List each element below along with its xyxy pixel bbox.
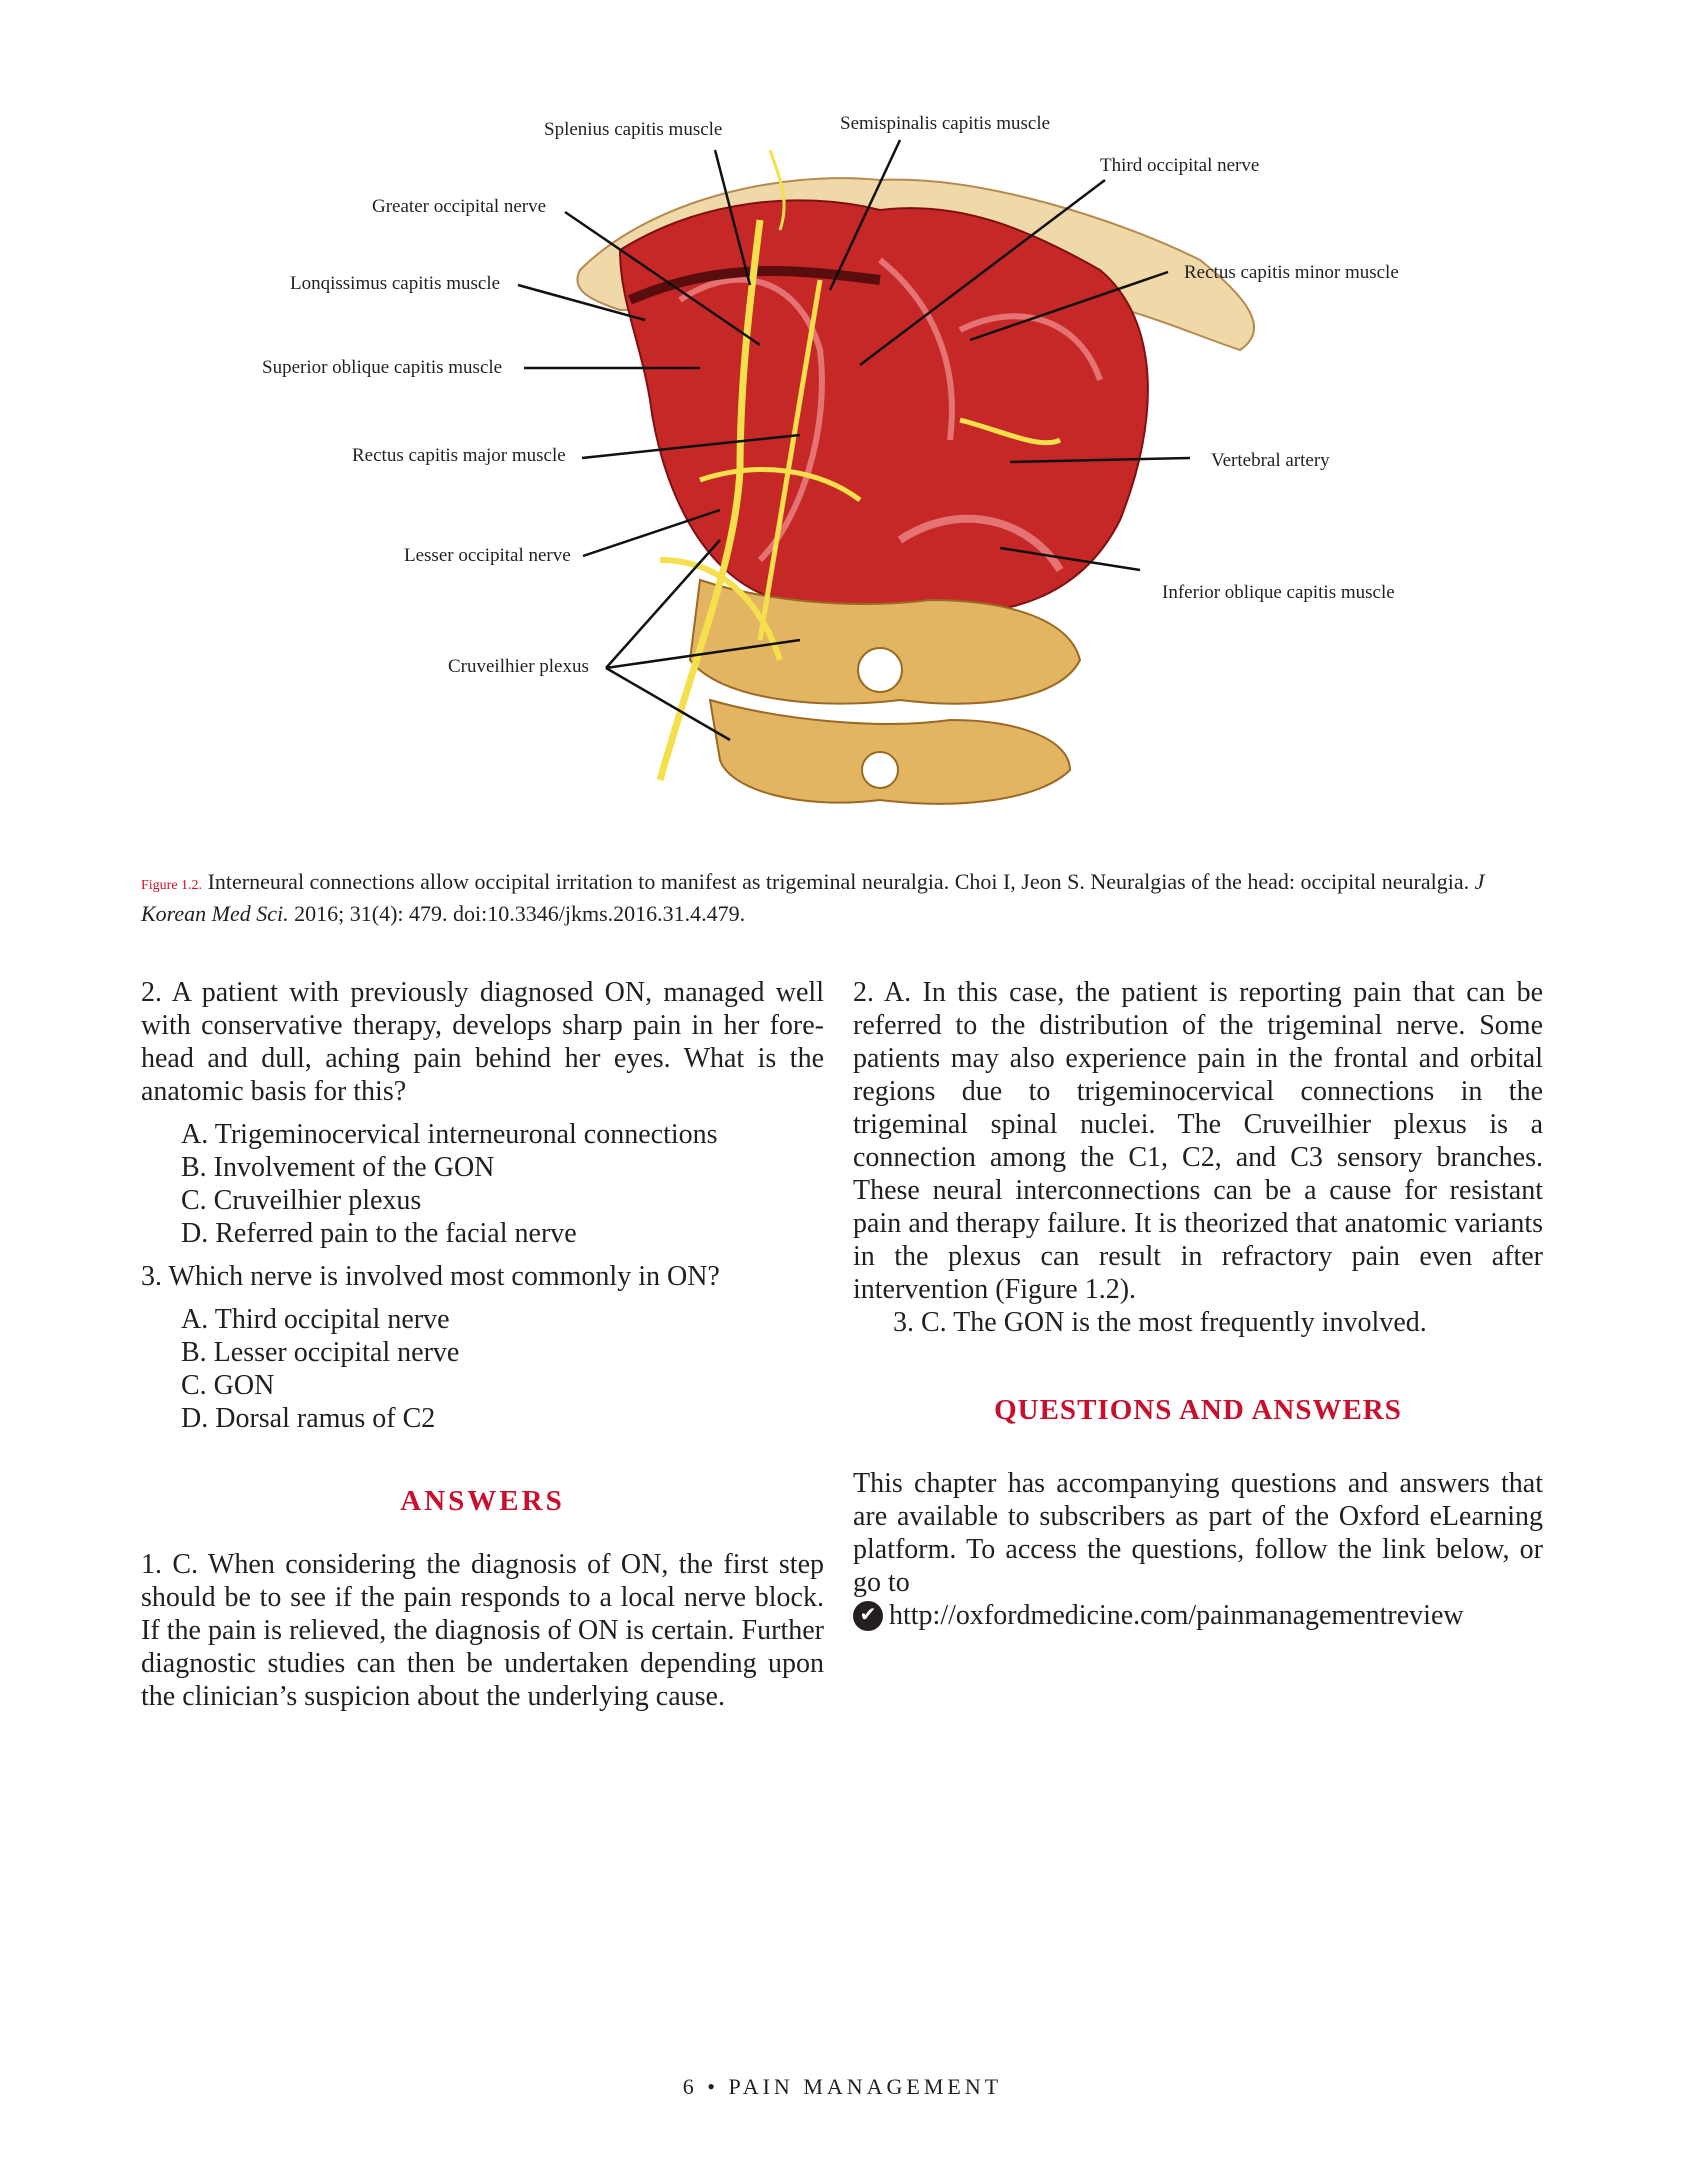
label-longissimus-capitis: Lonqissimus capitis muscle bbox=[290, 273, 501, 294]
qa-link[interactable]: http://oxfordmedicine.com/painmanagementreview bbox=[889, 1600, 1464, 1631]
label-vertebral-artery: Vertebral artery bbox=[1211, 450, 1330, 471]
answer-1: 1. C. When considering the diagnosis of ON, the first step should be to see if the pain responds to a local nerve block. If the pain is relieved, the diagnosis of ON is certain. Further diagnostic studies can then be undertaken depending upon the clinician’s suspicion about the underlying cause. bbox=[141, 1549, 824, 1712]
question-3: 3. Which nerve is involved most commonly in ON? bbox=[141, 1261, 720, 1292]
label-inferior-oblique-capitis: Inferior oblique capitis muscle bbox=[1162, 582, 1395, 603]
label-lesser-occipital-nerve: Lesser occipital nerve bbox=[404, 545, 571, 566]
label-splenius-capitis: Splenius capitis muscle bbox=[544, 119, 723, 140]
qa-link-row[interactable] bbox=[853, 1599, 1543, 1632]
right-column bbox=[853, 976, 1543, 1632]
label-superior-oblique-capitis: Superior oblique capitis muscle bbox=[262, 357, 503, 378]
option: A. Third occipital nerve bbox=[181, 1304, 450, 1335]
qa-text: This chapter has accompanying questions and answers that are available to subscribers as part of the Oxford eLearning platform. To access the questions, follow the link below, or go to bbox=[853, 1468, 1543, 1598]
option: D. Dorsal ramus of C2 bbox=[181, 1403, 436, 1434]
option: C. Cruveilhier plexus bbox=[181, 1185, 422, 1216]
option: C. GON bbox=[181, 1370, 275, 1401]
caption-journal: J Korean Med Sci. bbox=[141, 869, 1485, 926]
page-footer: 6 • PAIN MANAGEMENT bbox=[682, 2074, 1003, 2099]
qa-heading: QUESTIONS AND ANSWERS bbox=[994, 1394, 1402, 1426]
left-column bbox=[141, 976, 824, 1713]
label-semispinalis-capitis: Semispinalis capitis muscle bbox=[840, 113, 1051, 134]
label-greater-occipital-nerve: Greater occipital nerve bbox=[372, 196, 547, 217]
question-2-options bbox=[181, 1118, 824, 1250]
option: D. Referred pain to the facial nerve bbox=[181, 1218, 577, 1249]
label-third-occipital-nerve: Third occipital nerve bbox=[1100, 155, 1260, 176]
label-cruveilhier-plexus: Cruveilhier plexus bbox=[448, 656, 589, 677]
figure-caption bbox=[141, 868, 1541, 928]
answer-3: 3. C. The GON is the most frequently involved. bbox=[893, 1307, 1427, 1338]
anatomy-figure bbox=[0, 0, 1685, 860]
checkmark-icon: ✔ bbox=[853, 1601, 883, 1631]
option: B. Involvement of the GON bbox=[181, 1152, 495, 1183]
answer-2: 2. A. In this case, the patient is reporting pain that can be referred to the distribution of the trigeminal nerve. Some patients may also experience pain in the frontal and orbital regions due to trigeminocervical connections in the trigeminal spinal nuclei. The Cruveilhier plexus is a connection among the C1, C2, and C3 sensory branches. These neural interconnections can be a cause for resistant pain and therapy failure. It is theorized that anatomic variants in the plexus can result in refractory pain even after intervention (Figure 1.2). bbox=[853, 977, 1543, 1305]
option: A. Trigeminocervical interneuronal connections bbox=[181, 1119, 718, 1150]
caption-text: Interneural connections allow occipital irritation to manifest as trigeminal neuralgia. Choi I, Jeon S. Neuralgias of the head: occipital neuralgia. bbox=[207, 869, 1470, 894]
figure-number: Figure 1.2. bbox=[141, 878, 203, 893]
label-rectus-capitis-major: Rectus capitis major muscle bbox=[352, 445, 566, 466]
answers-heading: ANSWERS bbox=[400, 1485, 565, 1517]
option: B. Lesser occipital nerve bbox=[181, 1337, 460, 1368]
question-2: 2. A patient with previously diagnosed ON, managed well with conservative therapy, develops sharp pain in her forehead and dull, aching pain behind her eyes. What is the anatomic basis for this? bbox=[141, 977, 824, 1107]
label-rectus-capitis-minor: Rectus capitis minor muscle bbox=[1184, 262, 1399, 283]
caption-citation: 2016; 31(4): 479. doi:10.3346/jkms.2016.31.4.479. bbox=[294, 901, 746, 926]
question-3-options bbox=[181, 1303, 824, 1435]
